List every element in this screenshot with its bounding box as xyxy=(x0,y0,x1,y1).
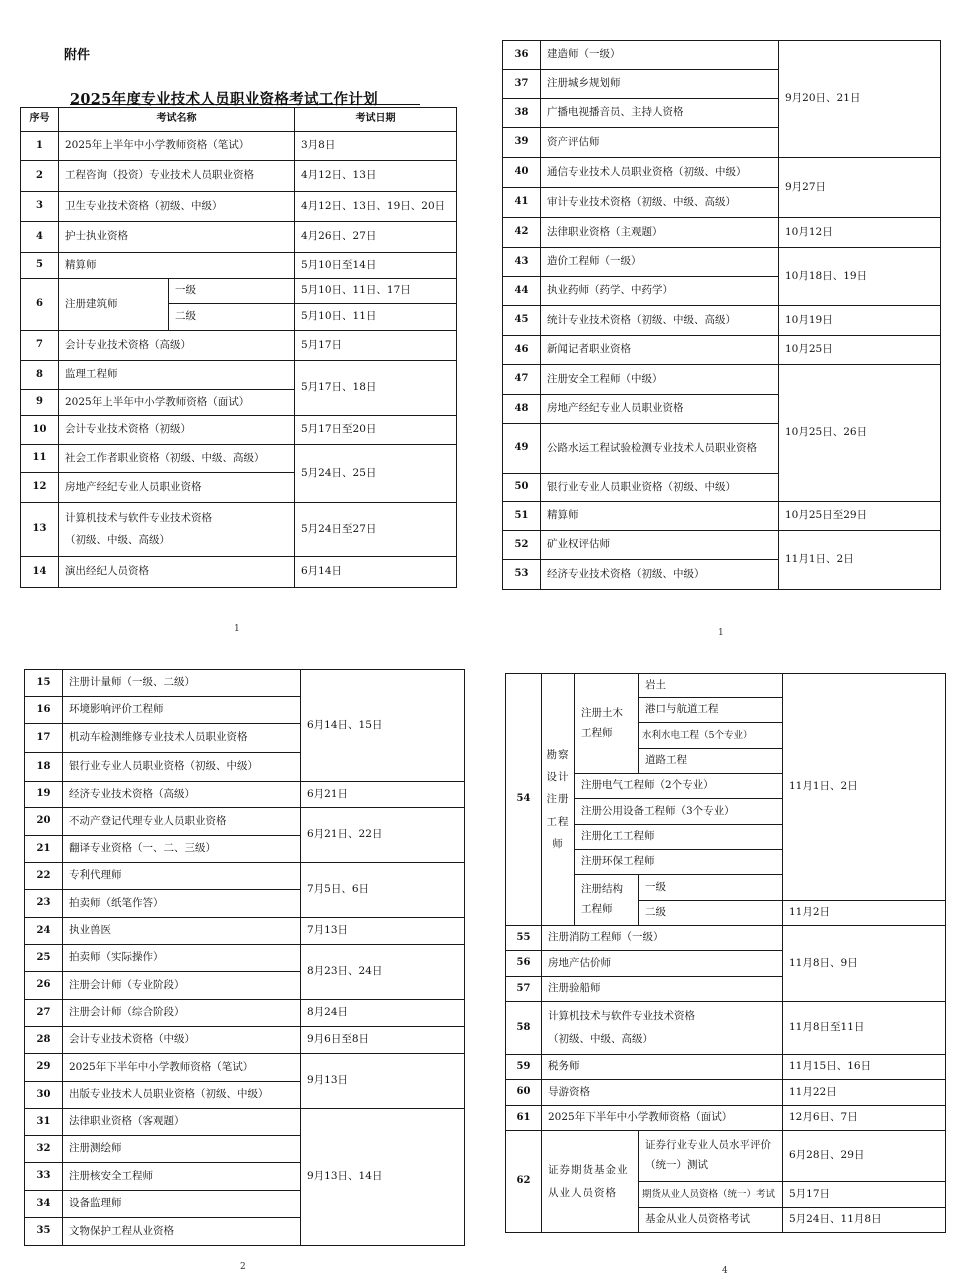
schedule-table-part1 xyxy=(20,107,457,588)
exam-name: 注册会计师（专业阶段） xyxy=(63,972,301,1000)
exam-sub-name: 港口与航道工程 xyxy=(639,698,783,723)
exam-name: 监理工程师 xyxy=(59,361,295,390)
row-no: 59 xyxy=(506,1055,542,1080)
row-no: 60 xyxy=(506,1080,542,1106)
row-no: 6 xyxy=(21,279,59,331)
exam-date: 5月10日、11日 xyxy=(295,304,457,331)
table-row xyxy=(25,863,465,890)
row-no: 22 xyxy=(25,863,63,890)
exam-name: 注册城乡规划师 xyxy=(541,70,779,99)
row-no: 18 xyxy=(25,753,63,782)
exam-date: 6月14日 xyxy=(295,557,457,588)
row-no: 12 xyxy=(21,473,59,503)
exam-date: 11月8日、9日 xyxy=(783,926,946,1002)
exam-sub-name: 期货从业人员资格（统一）考试 xyxy=(639,1182,783,1208)
exam-name: 矿业权评估师 xyxy=(541,531,779,560)
exam-date: 5月10日至14日 xyxy=(295,253,457,279)
exam-name: 拍卖师（实际操作） xyxy=(63,945,301,972)
header-no: 序号 xyxy=(21,108,59,132)
exam-name-line2: （初级、中级、高级） xyxy=(548,1032,653,1045)
table-row xyxy=(21,361,457,390)
table-row xyxy=(503,502,941,531)
exam-name: 演出经纪人员资格 xyxy=(59,557,295,588)
row-no: 3 xyxy=(21,192,59,222)
exam-date: 4月26日、27日 xyxy=(295,222,457,253)
exam-name: 精算师 xyxy=(541,502,779,531)
exam-name: 注册计量师（一级、二级） xyxy=(63,670,301,697)
exam-date: 10月12日 xyxy=(779,218,941,248)
exam-date: 9月27日 xyxy=(779,158,941,218)
row-no: 10 xyxy=(21,416,59,445)
exam-name: 造价工程师（一级） xyxy=(541,248,779,277)
row-no: 17 xyxy=(25,724,63,753)
row-no: 32 xyxy=(25,1136,63,1163)
exam-name: 银行业专业人员职业资格（初级、中级） xyxy=(541,474,779,502)
row-no: 36 xyxy=(503,41,541,70)
table-row xyxy=(25,782,465,808)
exam-name: 注册核安全工程师 xyxy=(63,1163,301,1191)
exam-name: 房地产经纪专业人员职业资格 xyxy=(541,395,779,424)
exam-name: 法律职业资格（主观题） xyxy=(541,218,779,248)
table-row xyxy=(503,158,941,188)
exam-name: 注册消防工程师（一级） xyxy=(542,926,783,951)
row-no: 25 xyxy=(25,945,63,972)
table-row xyxy=(503,336,941,365)
table-row xyxy=(21,161,457,192)
exam-name xyxy=(542,1002,783,1055)
exam-name: 审计专业技术资格（初级、中级、高级） xyxy=(541,188,779,218)
exam-date: 5月17日 xyxy=(295,331,457,361)
row-no: 20 xyxy=(25,808,63,836)
exam-name: 注册土木工程师 xyxy=(575,674,639,774)
exam-date: 11月8日至11日 xyxy=(783,1002,946,1055)
row-no: 47 xyxy=(503,365,541,395)
exam-date: 5月24日、11月8日 xyxy=(783,1208,946,1233)
exam-name: 注册建筑师 xyxy=(59,279,169,331)
title-underline xyxy=(70,104,420,105)
exam-date: 7月13日 xyxy=(301,918,465,945)
exam-name: 拍卖师（纸笔作答） xyxy=(63,890,301,918)
table-row xyxy=(25,918,465,945)
exam-name: 注册化工工程师 xyxy=(575,825,783,850)
exam-name: 护士执业资格 xyxy=(59,222,295,253)
row-no: 53 xyxy=(503,560,541,590)
row-no: 34 xyxy=(25,1191,63,1218)
exam-name: 会计专业技术资格（高级） xyxy=(59,331,295,361)
exam-date: 10月19日 xyxy=(779,306,941,336)
exam-name: 注册测绘师 xyxy=(63,1136,301,1163)
exam-name: 广播电视播音员、主持人资格 xyxy=(541,99,779,128)
exam-name: 环境影响评价工程师 xyxy=(63,697,301,724)
table-row xyxy=(21,192,457,222)
exam-name: 精算师 xyxy=(59,253,295,279)
page-title: 2025年度专业技术人员职业资格考试工作计划 xyxy=(70,91,378,108)
row-no: 38 xyxy=(503,99,541,128)
exam-date: 5月17日、18日 xyxy=(295,361,457,416)
row-no: 9 xyxy=(21,390,59,416)
row-no: 39 xyxy=(503,128,541,158)
exam-name: 会计专业技术资格（中级） xyxy=(63,1027,301,1054)
exam-date: 6月14日、15日 xyxy=(301,670,465,782)
exam-sub-name: 基金从业人员资格考试 xyxy=(639,1208,783,1233)
header-name: 考试名称 xyxy=(59,108,295,132)
table-row xyxy=(503,306,941,336)
exam-name-line2: （初级、中级、高级） xyxy=(65,534,170,546)
row-no: 4 xyxy=(21,222,59,253)
page-number: 4 xyxy=(722,1266,728,1276)
exam-sub-name: 二级 xyxy=(169,304,295,331)
row-no: 23 xyxy=(25,890,63,918)
exam-group-name: 证券期货基金业从业人员资格 xyxy=(542,1131,639,1233)
exam-date: 4月12日、13日、19日、20日 xyxy=(295,192,457,222)
exam-date: 10月25日 xyxy=(779,336,941,365)
exam-name: 2025年上半年中小学教师资格（笔试） xyxy=(59,132,295,161)
row-no: 45 xyxy=(503,306,541,336)
row-no: 33 xyxy=(25,1163,63,1191)
table-row xyxy=(21,445,457,473)
table-row xyxy=(506,1131,946,1182)
exam-name: 2025年下半年中小学教师资格（笔试） xyxy=(63,1054,301,1082)
exam-name-line1: 计算机技术与软件专业技术资格 xyxy=(548,1010,695,1023)
row-no: 52 xyxy=(503,531,541,560)
exam-name: 翻译专业资格（一、二、三级） xyxy=(63,836,301,863)
exam-name: 2025年下半年中小学教师资格（面试） xyxy=(542,1106,783,1131)
exam-sub-name: 证券行业专业人员水平评价（统一）测试 xyxy=(639,1131,783,1182)
exam-name: 注册结构工程师 xyxy=(575,875,639,926)
table-row xyxy=(25,945,465,972)
exam-date: 8月24日 xyxy=(301,1000,465,1027)
row-no: 43 xyxy=(503,248,541,277)
exam-name: 2025年上半年中小学教师资格（面试） xyxy=(59,390,295,416)
exam-name: 注册公用设备工程师（3个专业） xyxy=(575,799,783,825)
exam-name: 资产评估师 xyxy=(541,128,779,158)
row-no: 21 xyxy=(25,836,63,863)
exam-sub-name: 一级 xyxy=(639,875,783,901)
exam-sub-name: 一级 xyxy=(169,279,295,304)
exam-name: 导游资格 xyxy=(542,1080,783,1106)
row-no: 44 xyxy=(503,277,541,306)
schedule-table-part2 xyxy=(24,669,465,1246)
exam-name: 注册会计师（综合阶段） xyxy=(63,1000,301,1027)
exam-date: 5月24日至27日 xyxy=(295,503,457,557)
exam-date: 10月25日、26日 xyxy=(779,365,941,502)
table-row xyxy=(25,670,465,697)
exam-name: 银行业专业人员职业资格（初级、中级） xyxy=(63,753,301,782)
exam-name: 房地产经纪专业人员职业资格 xyxy=(59,473,295,503)
table-row xyxy=(506,1002,946,1055)
exam-date: 10月18日、19日 xyxy=(779,248,941,306)
row-no: 7 xyxy=(21,331,59,361)
row-no: 1 xyxy=(21,132,59,161)
exam-date: 4月12日、13日 xyxy=(295,161,457,192)
table-row xyxy=(503,218,941,248)
exam-date: 7月5日、6日 xyxy=(301,863,465,918)
row-no: 16 xyxy=(25,697,63,724)
exam-name: 房地产估价师 xyxy=(542,951,783,977)
exam-group-name: 勘察设计注册工程师 xyxy=(542,674,575,926)
exam-sub-name: 道路工程 xyxy=(639,749,783,774)
table-row xyxy=(21,557,457,588)
exam-date: 5月24日、25日 xyxy=(295,445,457,503)
exam-name: 文物保护工程从业资格 xyxy=(63,1218,301,1246)
row-no: 48 xyxy=(503,395,541,424)
table-row xyxy=(25,808,465,836)
table-row xyxy=(21,331,457,361)
exam-name: 执业药师（药学、中药学） xyxy=(541,277,779,306)
exam-name: 建造师（一级） xyxy=(541,41,779,70)
attachment-label: 附件 xyxy=(64,48,91,63)
table-header-row xyxy=(21,108,457,132)
exam-date: 5月17日 xyxy=(783,1182,946,1208)
row-no: 46 xyxy=(503,336,541,365)
exam-sub-name: 水利水电工程（5个专业） xyxy=(639,723,783,749)
row-no: 30 xyxy=(25,1082,63,1109)
row-no: 24 xyxy=(25,918,63,945)
table-row xyxy=(503,531,941,560)
exam-name: 经济专业技术资格（高级） xyxy=(63,782,301,808)
row-no: 49 xyxy=(503,424,541,474)
exam-date: 9月13日 xyxy=(301,1054,465,1109)
row-no: 15 xyxy=(25,670,63,697)
exam-name: 专利代理师 xyxy=(63,863,301,890)
exam-date: 8月23日、24日 xyxy=(301,945,465,1000)
table-row xyxy=(503,41,941,70)
row-no: 56 xyxy=(506,951,542,977)
exam-name-line1: 计算机技术与软件专业技术资格 xyxy=(65,511,212,524)
exam-date: 11月1日、2日 xyxy=(779,531,941,590)
exam-name: 通信专业技术人员职业资格（初级、中级） xyxy=(541,158,779,188)
table-row xyxy=(506,926,946,951)
table-row xyxy=(21,253,457,279)
table-row xyxy=(21,132,457,161)
exam-date: 9月6日至8日 xyxy=(301,1027,465,1054)
exam-date: 11月1日、2日 xyxy=(783,674,946,901)
table-row xyxy=(21,503,457,557)
exam-date: 12月6日、7日 xyxy=(783,1106,946,1131)
exam-name: 卫生专业技术资格（初级、中级） xyxy=(59,192,295,222)
row-no: 27 xyxy=(25,1000,63,1027)
table-row xyxy=(25,1027,465,1054)
row-no: 42 xyxy=(503,218,541,248)
row-no: 14 xyxy=(21,557,59,588)
exam-name: 机动车检测维修专业技术人员职业资格 xyxy=(63,724,301,753)
row-no: 13 xyxy=(21,503,59,557)
exam-date: 9月20日、21日 xyxy=(779,41,941,158)
exam-name: 统计专业技术资格（初级、中级、高级） xyxy=(541,306,779,336)
exam-name: 注册电气工程师（2个专业） xyxy=(575,774,783,799)
table-row xyxy=(506,1055,946,1080)
row-no: 35 xyxy=(25,1218,63,1246)
page-number: 1 xyxy=(234,624,240,634)
exam-name: 注册安全工程师（中级） xyxy=(541,365,779,395)
exam-date: 11月2日 xyxy=(783,901,946,926)
table-row xyxy=(503,248,941,277)
row-no: 2 xyxy=(21,161,59,192)
exam-date: 6月28日、29日 xyxy=(783,1131,946,1182)
exam-name: 注册验船师 xyxy=(542,977,783,1002)
row-no: 29 xyxy=(25,1054,63,1082)
row-no: 41 xyxy=(503,188,541,218)
row-no: 55 xyxy=(506,926,542,951)
exam-name: 新闻记者职业资格 xyxy=(541,336,779,365)
row-no: 5 xyxy=(21,253,59,279)
table-row xyxy=(25,1109,465,1136)
exam-date: 5月17日至20日 xyxy=(295,416,457,445)
exam-name: 会计专业技术资格（初级） xyxy=(59,416,295,445)
schedule-table-part3 xyxy=(502,40,941,590)
exam-name: 执业兽医 xyxy=(63,918,301,945)
table-row xyxy=(506,674,946,698)
table-row xyxy=(506,1080,946,1106)
row-no: 19 xyxy=(25,782,63,808)
page-number: 2 xyxy=(240,1262,246,1272)
exam-name: 不动产登记代理专业人员职业资格 xyxy=(63,808,301,836)
table-row xyxy=(503,365,941,395)
exam-date: 5月10日、11日、17日 xyxy=(295,279,457,304)
row-no: 58 xyxy=(506,1002,542,1055)
exam-date: 6月21日、22日 xyxy=(301,808,465,863)
exam-name: 出版专业技术人员职业资格（初级、中级） xyxy=(63,1082,301,1109)
exam-sub-name: 二级 xyxy=(639,901,783,926)
row-no: 8 xyxy=(21,361,59,390)
exam-date: 9月13日、14日 xyxy=(301,1109,465,1246)
table-row xyxy=(21,416,457,445)
row-no: 61 xyxy=(506,1106,542,1131)
exam-name: 社会工作者职业资格（初级、中级、高级） xyxy=(59,445,295,473)
row-no: 37 xyxy=(503,70,541,99)
exam-date: 11月15日、16日 xyxy=(783,1055,946,1080)
exam-name: 设备监理师 xyxy=(63,1191,301,1218)
table-row xyxy=(21,279,457,304)
header-date: 考试日期 xyxy=(295,108,457,132)
row-no: 51 xyxy=(503,502,541,531)
table-row xyxy=(25,1054,465,1082)
row-no: 57 xyxy=(506,977,542,1002)
table-row xyxy=(21,222,457,253)
exam-date: 3月8日 xyxy=(295,132,457,161)
table-row xyxy=(25,1000,465,1027)
exam-name: 税务师 xyxy=(542,1055,783,1080)
row-no: 26 xyxy=(25,972,63,1000)
row-no: 62 xyxy=(506,1131,542,1233)
schedule-table-part4 xyxy=(505,673,946,1233)
row-no: 28 xyxy=(25,1027,63,1054)
exam-name: 工程咨询（投资）专业技术人员职业资格 xyxy=(59,161,295,192)
table-row xyxy=(506,1106,946,1131)
row-no: 50 xyxy=(503,474,541,502)
row-no: 31 xyxy=(25,1109,63,1136)
exam-date: 11月22日 xyxy=(783,1080,946,1106)
exam-date: 10月25日至29日 xyxy=(779,502,941,531)
exam-date: 6月21日 xyxy=(301,782,465,808)
exam-name: 注册环保工程师 xyxy=(575,850,783,875)
row-no: 11 xyxy=(21,445,59,473)
exam-name: 法律职业资格（客观题） xyxy=(63,1109,301,1136)
exam-name xyxy=(59,503,295,557)
exam-name: 经济专业技术资格（初级、中级） xyxy=(541,560,779,590)
row-no: 40 xyxy=(503,158,541,188)
exam-sub-name: 岩土 xyxy=(639,674,783,698)
row-no: 54 xyxy=(506,674,542,926)
exam-name: 公路水运工程试验检测专业技术人员职业资格 xyxy=(541,424,779,474)
page-number: 1 xyxy=(718,628,724,638)
